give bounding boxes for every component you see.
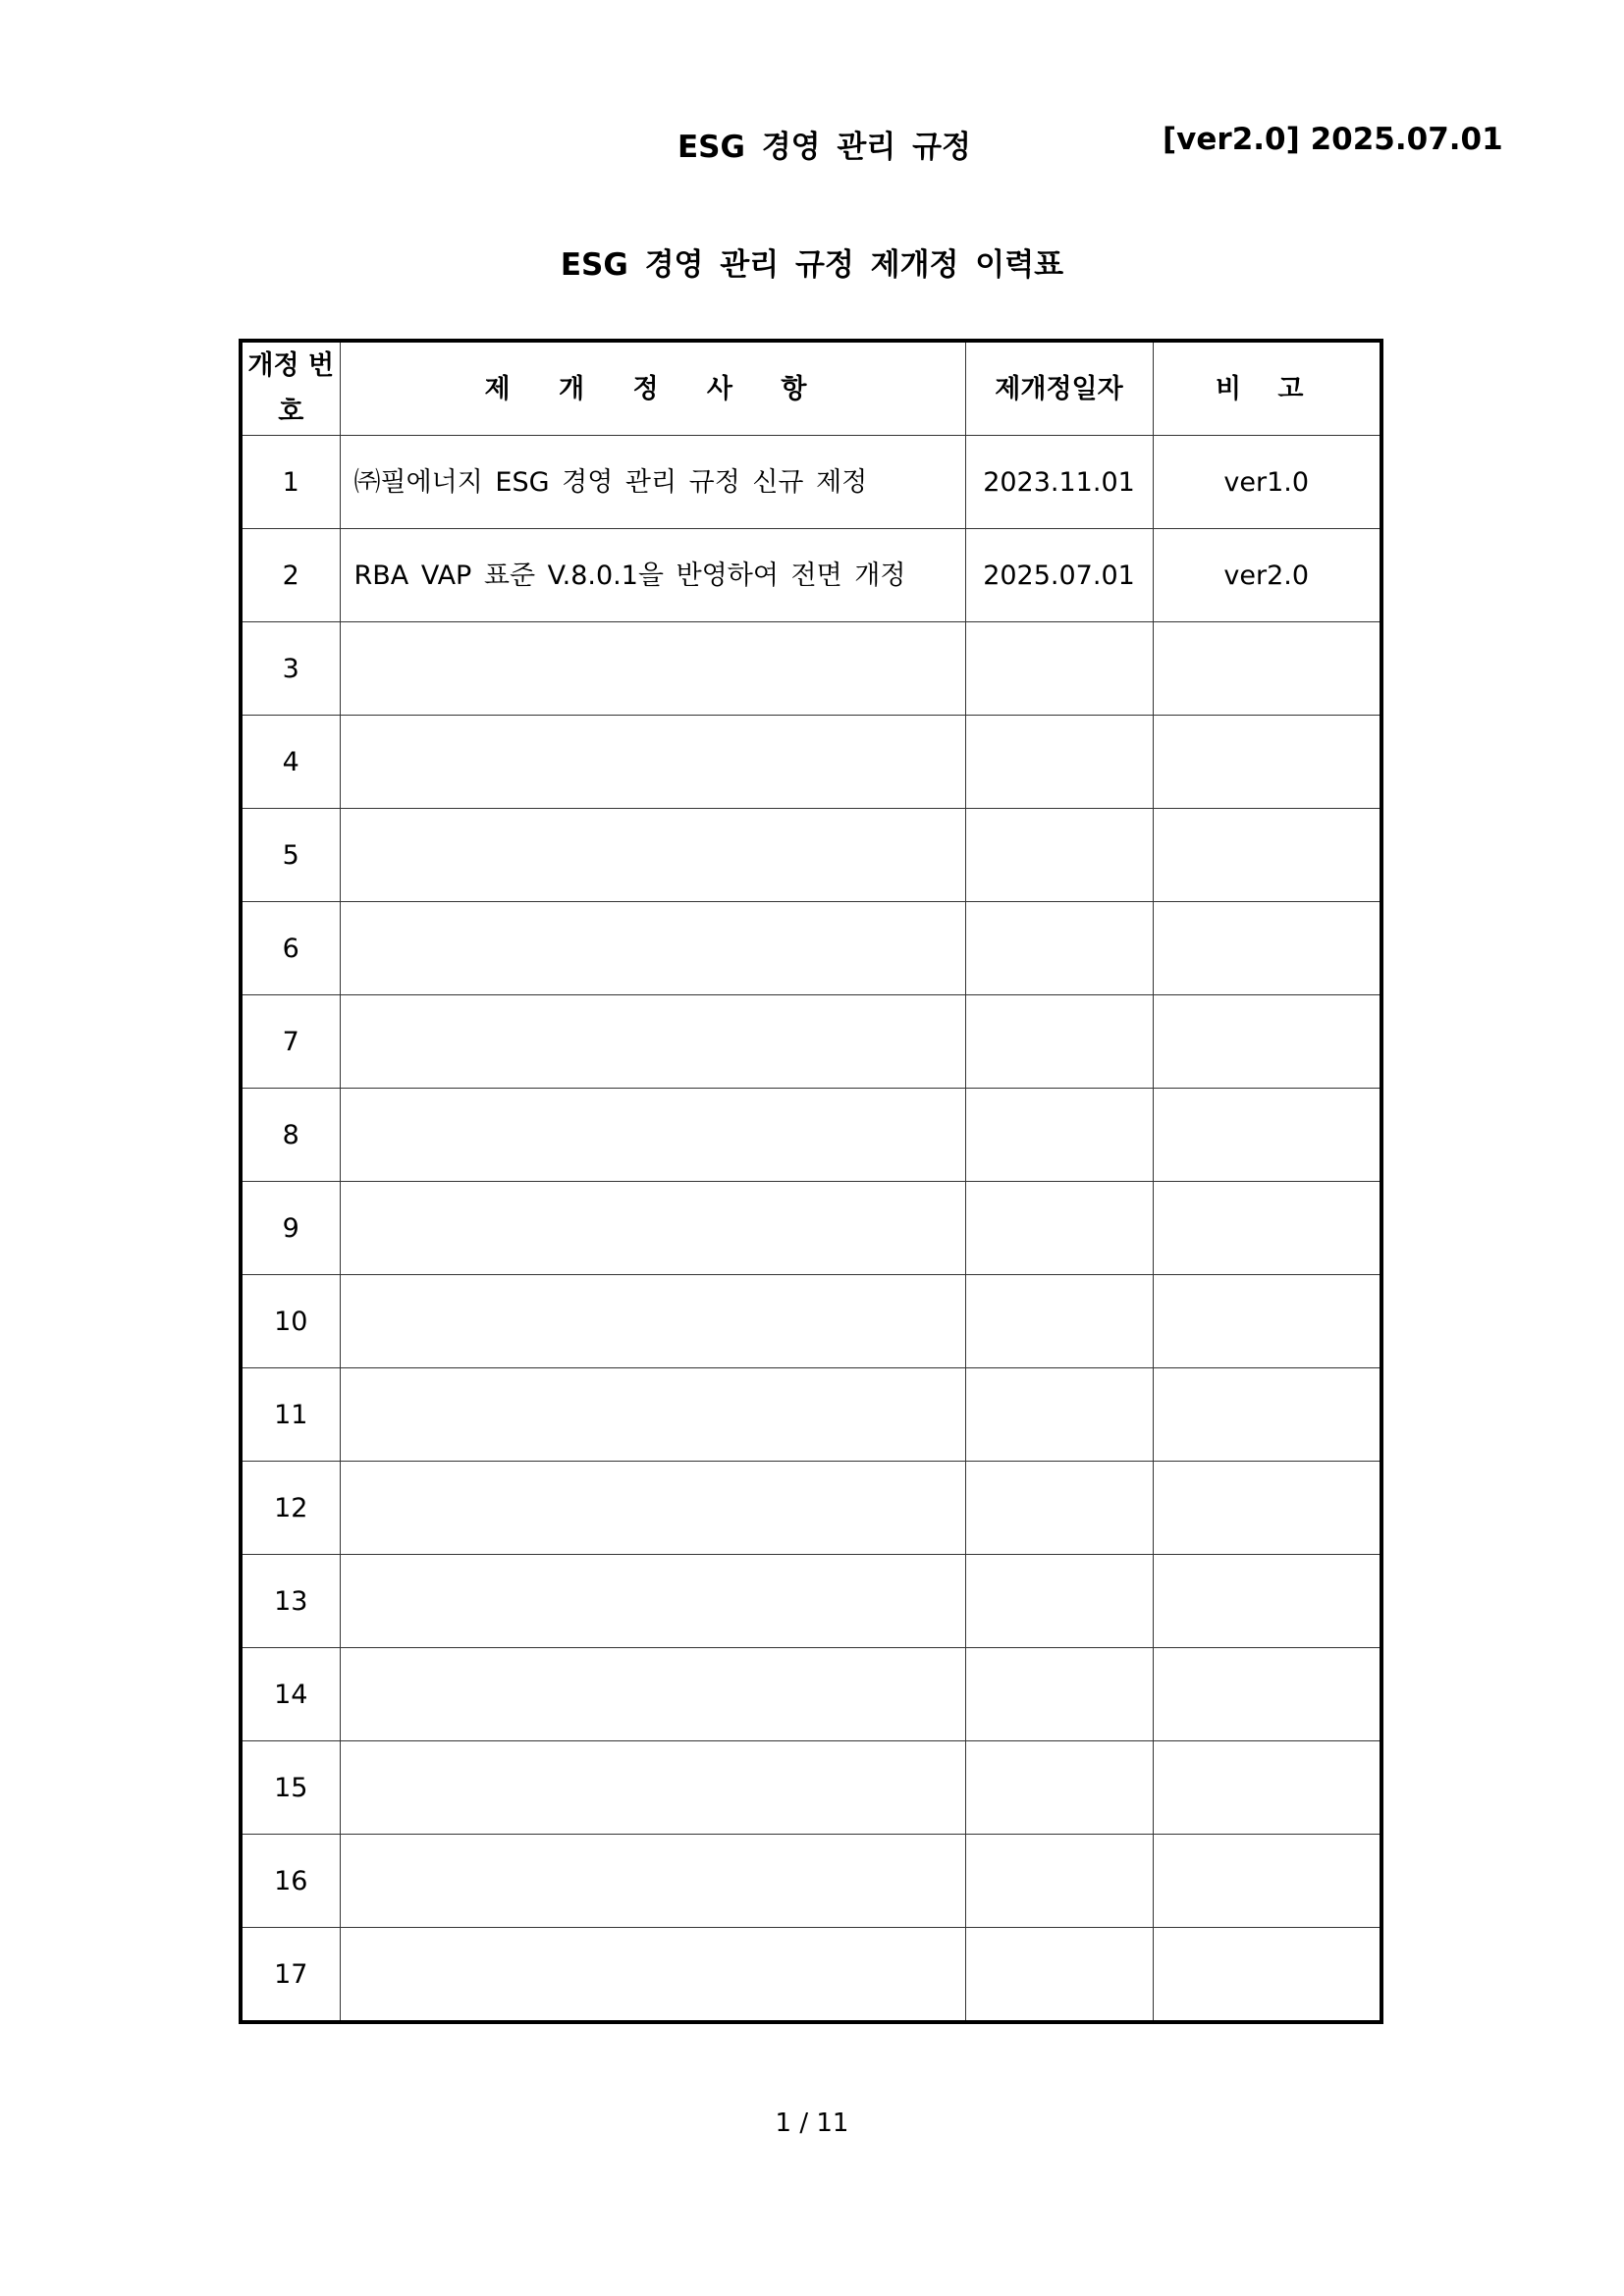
revision-description-cell [340,1462,965,1555]
revision-description-cell [340,995,965,1089]
revision-number-cell: 6 [241,902,340,995]
revision-number-cell: 9 [241,1182,340,1275]
header-revision-description: 제 개 정 사 항 [340,341,965,436]
revision-number-cell: 14 [241,1648,340,1741]
revision-description-cell [340,809,965,902]
revision-description-cell [340,902,965,995]
revision-date-cell: 2023.11.01 [965,436,1153,529]
revision-description-cell [340,1275,965,1368]
note-cell [1153,1368,1381,1462]
revision-number-cell: 13 [241,1555,340,1648]
table-row [241,1835,1381,1928]
table-row [241,436,1381,529]
note-cell [1153,1741,1381,1835]
table-row [241,622,1381,716]
revision-description-cell: ㈜필에너지 ESG 경영 관리 규정 신규 제정 [340,436,965,529]
revision-number-cell: 5 [241,809,340,902]
revision-date-cell [965,1555,1153,1648]
table-body [241,436,1381,2023]
revision-number-cell: 8 [241,1089,340,1182]
revision-number-cell: 1 [241,436,340,529]
revision-description-cell [340,622,965,716]
revision-date-cell [965,1275,1153,1368]
revision-description-cell [340,1928,965,2023]
revision-date-cell [965,1462,1153,1555]
note-cell [1153,1462,1381,1555]
revision-number-cell: 7 [241,995,340,1089]
revision-date-cell [965,995,1153,1089]
revision-date-cell [965,809,1153,902]
page-number: 1 / 11 [775,2109,849,2138]
note-cell [1153,1928,1381,2023]
table-row [241,1741,1381,1835]
revision-number-cell: 10 [241,1275,340,1368]
revision-date-cell [965,716,1153,809]
revision-description-cell [340,716,965,809]
table-row [241,995,1381,1089]
table-row [241,1555,1381,1648]
note-cell [1153,902,1381,995]
revision-description-cell [340,1835,965,1928]
table-row [241,1275,1381,1368]
revision-description-cell [340,1368,965,1462]
revision-date-cell [965,1928,1153,2023]
note-cell [1153,622,1381,716]
note-cell [1153,1182,1381,1275]
table-row [241,529,1381,622]
revision-date-cell [965,1741,1153,1835]
revision-number-cell: 11 [241,1368,340,1462]
revision-number-cell: 16 [241,1835,340,1928]
note-cell [1153,809,1381,902]
table-row [241,1182,1381,1275]
note-cell [1153,995,1381,1089]
revision-date-cell [965,1368,1153,1462]
header-revision-date: 제개정일자 [965,341,1153,436]
revision-number-cell: 4 [241,716,340,809]
table-header-row [241,341,1381,436]
header-title: ESG 경영 관리 규정 [677,130,972,165]
revision-history-table [239,339,1383,2024]
note-cell [1153,1089,1381,1182]
table-row [241,1648,1381,1741]
revision-description-cell: RBA VAP 표준 V.8.0.1을 반영하여 전면 개정 [340,529,965,622]
table-row [241,809,1381,902]
revision-description-cell [340,1555,965,1648]
note-cell [1153,1275,1381,1368]
table-row [241,1928,1381,2023]
revision-number-cell: 3 [241,622,340,716]
table-row [241,716,1381,809]
note-cell [1153,1555,1381,1648]
revision-description-cell [340,1089,965,1182]
revision-date-cell [965,1182,1153,1275]
header-note: 비 고 [1153,341,1381,436]
revision-date-cell [965,1648,1153,1741]
note-cell: ver1.0 [1153,436,1381,529]
header-version-date: [ver2.0] 2025.07.01 [1163,122,1503,157]
revision-description-cell [340,1648,965,1741]
table-row [241,1368,1381,1462]
revision-number-cell: 2 [241,529,340,622]
note-cell [1153,1648,1381,1741]
table-row [241,1089,1381,1182]
note-cell [1153,716,1381,809]
note-cell [1153,1835,1381,1928]
revision-date-cell [965,1089,1153,1182]
note-cell: ver2.0 [1153,529,1381,622]
revision-date-cell: 2025.07.01 [965,529,1153,622]
document-title: ESG 경영 관리 규정 제개정 이력표 [560,247,1064,283]
revision-description-cell [340,1182,965,1275]
revision-date-cell [965,1835,1153,1928]
table-row [241,1462,1381,1555]
revision-date-cell [965,902,1153,995]
revision-date-cell [965,622,1153,716]
revision-number-cell: 17 [241,1928,340,2023]
revision-description-cell [340,1741,965,1835]
revision-number-cell: 12 [241,1462,340,1555]
header-revision-number: 개정 번호 [241,341,340,436]
revision-number-cell: 15 [241,1741,340,1835]
table-row [241,902,1381,995]
